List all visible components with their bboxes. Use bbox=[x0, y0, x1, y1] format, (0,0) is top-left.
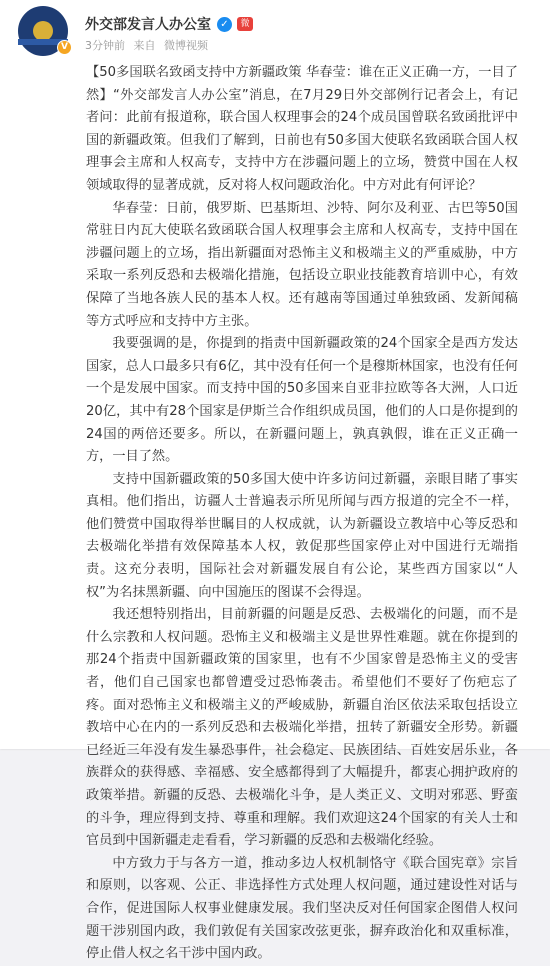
account-name-row bbox=[85, 14, 253, 34]
verified-icon: ✓ bbox=[217, 17, 232, 32]
post-paragraph-2: 华春莹：日前，俄罗斯、巴基斯坦、沙特、阿尔及利亚、古巴等50国常驻日内瓦大使联名致函联合国人权理事会主席和人权高专，支持中国在涉疆问题上的立场，指出新疆面对恐怖主义和极端主义的严重威胁，中方采取一系列反恐和去极端化措施，包括设立职业技能教育培训中心，有效保障了当地各族人民的基本人权。还有越南等国通过单独致函、发新闻稿等方式呼应和支持中方主张。 bbox=[86, 200, 518, 329]
post-paragraph-5: 我还想特别指出，目前新疆的问题是反恐、去极端化的问题，而不是什么宗教和人权问题。恐怖主义和极端主义是世界性难题。就在你提到的那24个指责中国新疆政策的国家里，也有不少国家曾是恐怖主义的受害者，他们自己国家也都曾遭受过恐怖袭击。希望他们不要好了伤疤忘了疼。面对恐怖主义和极端主义的严峻威胁，新疆自治区依法采取包括设立教培中心在内的一系列反恐和去极端化举措，扭转了新疆安全形势。新疆已经近三年没有发生暴恐事件，社会稳定、民族团结、百姓安居乐业，各族群众的获得感、幸福感、安全感都得到了大幅提升，都衷心拥护政府的政策举措。新疆的反恐、去极端化斗争，是人类正义、文明对邪恶、野蛮的斗争，理应得到支持、尊重和理解。我们欢迎这24个国家的有关人士和官员到中国新疆走走看看，学习新疆的反恐和去极端化经验。 bbox=[86, 607, 518, 849]
account-name[interactable]: 外交部发言人办公室 bbox=[85, 17, 211, 33]
emblem-icon bbox=[33, 21, 53, 41]
verified-v-badge-icon: V bbox=[57, 40, 72, 55]
post-paragraph-6: 中方致力于与各方一道，推动多边人权机制恪守《联合国宪章》宗旨和原则，以客观、公正、非选择性方式处理人权问题，通过建设性对话与合作，促进国际人权事业健康发展。我们坚决反对任何国家企图借人权问题干涉别国内政，我们敦促有关国家改弦更张，摒弃政治化和双重标准，停止借人权之名干涉中国内政。 bbox=[86, 855, 518, 962]
post-paragraph-4: 支持中国新疆政策的50多国大使中许多访问过新疆，亲眼目睹了事实真相。他们指出，访疆人士普遍表示所见所闻与西方报道的完全不一样，他们赞赏中国取得举世瞩目的人权成就，认为新疆设立教培中心等反恐和去极端化举措有效保障基本人权，敦促那些国家停止对中国进行无端指责。这充分表明，国际社会对新疆发展自有公论，某些西方国家以“人权”为名抹黑新疆、向中国施压的图谋不会得逞。 bbox=[86, 471, 518, 600]
post-paragraph-1: 【50多国联名致函支持中方新疆政策 华春莹：谁在正义正确一方，一目了然】“外交部发言人办公室”消息，在7月29日外交部例行记者会上，有记者问：此前有报道称，联合国人权理事会的24个成员国曾联名致函批评中国的新疆政策。但我们了解到，日前也有50多国大使联名致函联合国人权理事会主席和人权高专，支持中方在涉疆问题上的立场，赞赏中国在人权领域取得的显著成就，反对将人权问题政治化。中方对此有何评论？ bbox=[86, 65, 518, 193]
member-level-icon: 微 bbox=[237, 17, 253, 31]
post-body bbox=[86, 62, 518, 966]
post-time[interactable]: 3分钟前 bbox=[85, 39, 125, 52]
post-meta bbox=[85, 37, 213, 53]
post-source[interactable]: 微博视频 bbox=[164, 39, 208, 52]
source-prefix: 来自 bbox=[133, 39, 156, 52]
post-paragraph-3: 我要强调的是，你提到的指责中国新疆政策的24个国家全是西方发达国家，总人口最多只有6亿，其中没有任何一个是穆斯林国家，也没有任何一个是发展中国家。而支持中国的50多国来自亚非拉欧等各大洲，人口近20亿，其中有28个国家是伊斯兰合作组织成员国，他们的人口是你提到的24国的两倍还要多。所以，在新疆问题上，孰真孰假，谁在正义正确一方，一目了然。 bbox=[86, 336, 518, 465]
